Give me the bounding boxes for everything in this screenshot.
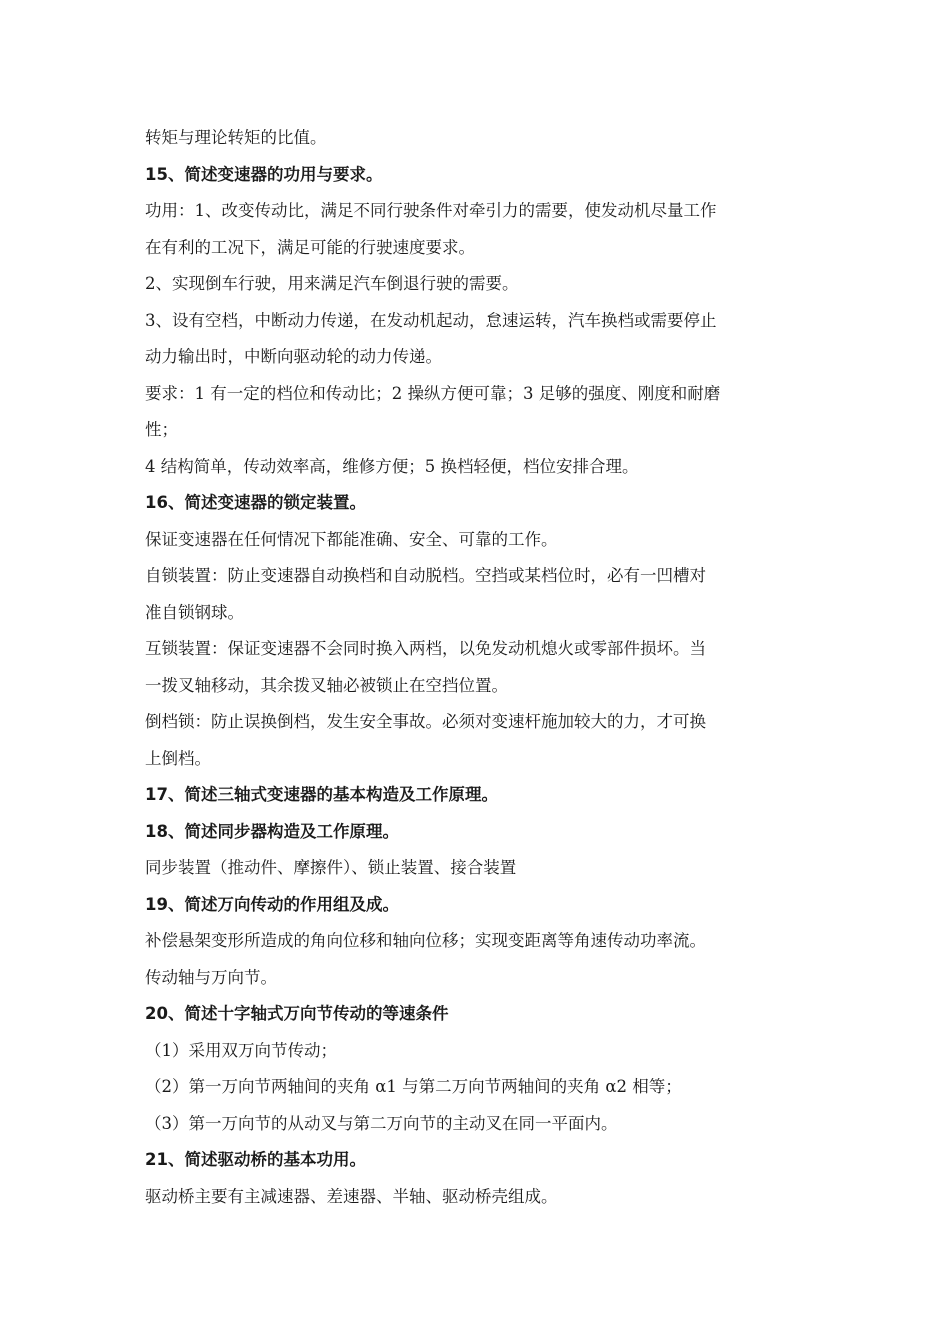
question-heading: 17、简述三轴式变速器的基本构造及工作原理。 xyxy=(145,785,498,804)
text-line: 同步装置（推动件、摩擦件）、锁止装置、接合装置 xyxy=(145,858,517,877)
text-line: 一拨叉轴移动，其余拨叉轴必被锁止在空挡位置。 xyxy=(145,675,508,695)
text-line: （3）第一万向节的从动叉与第二万向节的主动叉在同一平面内。 xyxy=(145,1113,618,1133)
document-body xyxy=(145,120,815,1215)
text-line: 2、实现倒车行驶，用来满足汽车倒退行驶的需要。 xyxy=(145,274,519,293)
text-line: （1）采用双万向节传动； xyxy=(145,1040,337,1060)
text-line: 在有利的工况下，满足可能的行驶速度要求。 xyxy=(145,237,475,257)
question-heading: 15、简述变速器的功用与要求。 xyxy=(145,164,383,184)
text-line: 保证变速器在任何情况下都能准确、安全、可靠的工作。 xyxy=(145,529,558,549)
question-heading: 20、简述十字轴式万向节传动的等速条件 xyxy=(145,1004,449,1023)
text-line: 上倒档。 xyxy=(145,748,211,768)
text-line: 传动轴与万向节。 xyxy=(145,967,277,987)
question-heading: 16、简述变速器的锁定装置。 xyxy=(145,493,366,512)
text-line: 功用：1、改变传动比，满足不同行驶条件对牵引力的需要，使发动机尽量工作 xyxy=(145,201,717,220)
text-line: 互锁装置：保证变速器不会同时换入两档，以免发动机熄火或零部件损坏。当 xyxy=(145,639,706,658)
text-line: 驱动桥主要有主减速器、差速器、半轴、驱动桥壳组成。 xyxy=(145,1186,558,1206)
question-heading: 19、简述万向传动的作用组及成。 xyxy=(145,894,399,914)
text-line: 自锁装置：防止变速器自动换档和自动脱档。空挡或某档位时，必有一凹槽对 xyxy=(145,566,706,585)
text-line: 要求：1 有一定的档位和传动比；2 操纵方便可靠；3 足够的强度、刚度和耐磨 xyxy=(145,383,721,403)
text-line: 性； xyxy=(145,420,178,439)
question-heading: 21、简述驱动桥的基本功用。 xyxy=(145,1150,366,1169)
text-line: 4 结构简单，传动效率高，维修方便；5 换档轻便，档位安排合理。 xyxy=(145,456,639,476)
question-heading: 18、简述同步器构造及工作原理。 xyxy=(145,821,399,841)
text-line: 倒档锁：防止误换倒档，发生安全事故。必须对变速杆施加较大的力，才可换 xyxy=(145,712,706,731)
text-line: 动力输出时，中断向驱动轮的动力传递。 xyxy=(145,347,442,366)
text-line: 3、设有空档，中断动力传递，在发动机起动，怠速运转，汽车换档或需要停止 xyxy=(145,310,717,330)
text-line: 补偿悬架变形所造成的角向位移和轴向位移；实现变距离等角速传动功率流。 xyxy=(145,931,706,950)
text-line: 转矩与理论转矩的比值。 xyxy=(145,128,327,147)
text-line: （2）第一万向节两轴间的夹角 α1 与第二万向节两轴间的夹角 α2 相等； xyxy=(145,1077,682,1096)
text-line: 准自锁钢球。 xyxy=(145,602,244,622)
